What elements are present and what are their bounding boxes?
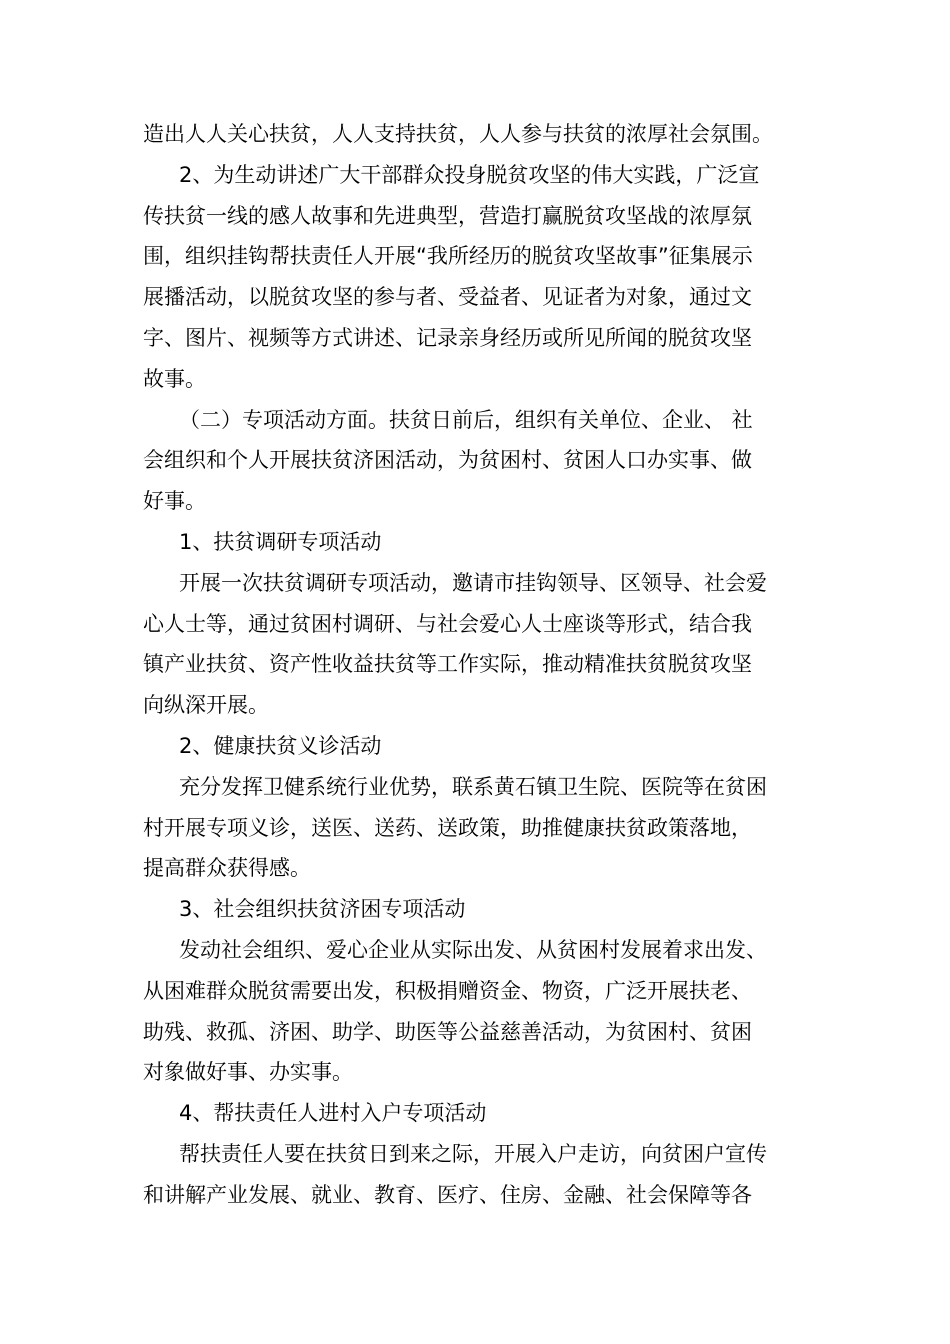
- text-line: 镇产业扶贫、资产性收益扶贫等工作实际，推动精准扶贫脱贫攻坚: [143, 652, 752, 677]
- text-line: 会组织和个人开展扶贫济困活动，为贫困村、贫困人口办实事、做: [143, 448, 752, 473]
- text-line: 围，组织挂钩帮扶责任人开展“我所经历的脱贫攻坚故事”征集展示: [143, 244, 753, 269]
- text-line: 4、帮扶责任人进村入户专项活动: [179, 1101, 487, 1126]
- text-line: 开展一次扶贫调研专项活动，邀请市挂钩领导、区领导、社会爱: [179, 570, 767, 595]
- text-line: 向纵深开展。: [143, 693, 269, 718]
- text-line: 传扶贫一线的感人故事和先进典型，营造打赢脱贫攻坚战的浓厚氛: [143, 203, 752, 228]
- text-line: 助残、救孤、济困、助学、助医等公益慈善活动，为贫困村、贫困: [143, 1019, 752, 1044]
- text-line: 造出人人关心扶贫，人人支持扶贫，人人参与扶贫的浓厚社会氛围。: [143, 122, 773, 146]
- text-line: （二）专项活动方面。扶贫日前后，组织有关单位、企业、 社: [179, 407, 753, 432]
- text-line: 2、为生动讲述广大干部群众投身脱贫攻坚的伟大实践，广泛宣: [179, 162, 760, 187]
- text-line: 好事。: [143, 489, 206, 514]
- text-line: 发动社会组织、爱心企业从实际出发、从贫困村发展着求出发、: [179, 937, 767, 962]
- text-line: 帮扶责任人要在扶贫日到来之际，开展入户走访，向贫困户宣传: [179, 1141, 767, 1166]
- text-line: 展播活动，以脱贫攻坚的参与者、受益者、见证者为对象，通过文: [143, 285, 752, 310]
- text-line: 2、健康扶贫义诊活动: [179, 733, 382, 758]
- text-line: 村开展专项义诊，送医、送药、送政策，助推健康扶贫政策落地，: [143, 815, 752, 840]
- text-line: 从困难群众脱贫需要出发，积极捐赠资金、物资，广泛开展扶老、: [143, 978, 752, 1003]
- text-line: 3、社会组织扶贫济困专项活动: [179, 897, 466, 922]
- text-line: 对象做好事、办实事。: [143, 1060, 353, 1085]
- text-line: 1、扶贫调研专项活动: [179, 529, 382, 554]
- text-line: 和讲解产业发展、就业、教育、医疗、住房、金融、社会保障等各: [143, 1182, 752, 1207]
- text-line: 充分发挥卫健系统行业优势，联系黄石镇卫生院、医院等在贫困: [179, 774, 767, 799]
- text-line: 心人士等，通过贫困村调研、与社会爱心人士座谈等形式，结合我: [143, 611, 752, 636]
- document-body: [143, 114, 813, 1216]
- text-line: 故事。: [143, 366, 206, 391]
- text-line: 字、图片、视频等方式讲述、记录亲身经历或所见所闻的脱贫攻坚: [143, 325, 752, 350]
- text-line: 提高群众获得感。: [143, 856, 311, 881]
